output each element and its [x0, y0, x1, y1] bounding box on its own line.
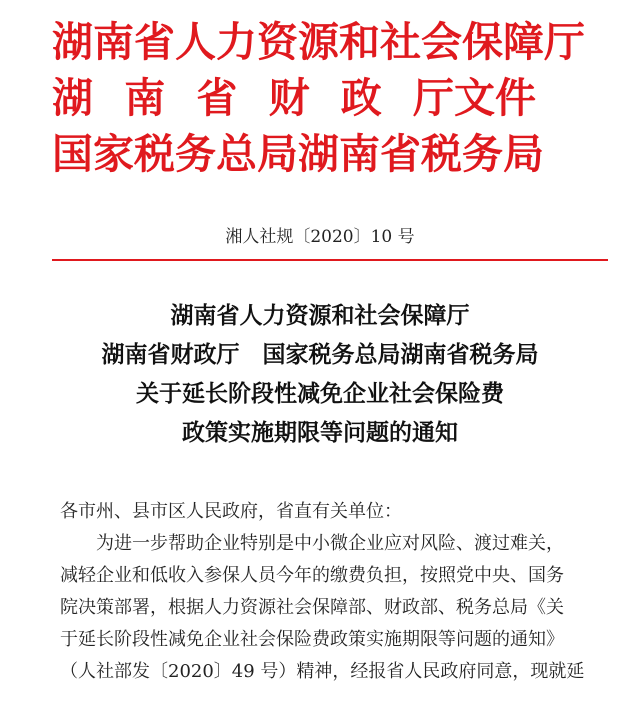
issuer-tax-bureau: 国家税务总局湖南省税务局 — [52, 130, 544, 178]
red-divider-line — [52, 259, 608, 261]
body-line: 院决策部署，根据人力资源社会保障部、财政部、税务总局《关 — [60, 597, 564, 618]
title-line: 湖南省人力资源和社会保障厅 — [170, 302, 470, 329]
issuer-finance-department — [52, 70, 454, 126]
body-line: 为进一步帮助企业特别是中小微企业应对风险、渡过难关， — [96, 533, 564, 554]
issuer-char: 财 — [268, 74, 310, 122]
document-number: 湘人社规〔2020〕10 号 — [225, 227, 415, 247]
issuer-char: 湖 — [52, 74, 93, 122]
title-line: 关于延长阶段性减免企业社会保险费 — [136, 380, 504, 407]
issuer-char: 政 — [340, 74, 382, 122]
body-line: （人社部发〔2020〕49 号）精神，经报省人民政府同意，现就延 — [60, 661, 585, 682]
title-line: 政策实施期限等问题的通知 — [182, 419, 458, 446]
issuer-char: 厅 — [412, 74, 454, 122]
salutation: 各市州、县市区人民政府，省直有关单位： — [60, 501, 402, 522]
issuer-char: 南 — [124, 74, 166, 122]
body-line: 减轻企业和低收入参保人员今年的缴费负担，按照党中央、国务 — [60, 565, 564, 586]
document-title — [0, 296, 640, 452]
issuer-finance-department-line — [52, 70, 612, 126]
title-line: 湖南省财政厅 国家税务总局湖南省税务局 — [101, 341, 539, 368]
document-body — [60, 496, 600, 688]
document-type-label: 文件 — [454, 74, 536, 122]
body-line: 于延长阶段性减免企业社会保险费政策实施期限等问题的通知》 — [60, 629, 564, 650]
issuer-hrss-department: 湖南省人力资源和社会保障厅 — [52, 18, 585, 66]
issuer-header — [52, 14, 612, 182]
issuer-char: 省 — [196, 74, 238, 122]
